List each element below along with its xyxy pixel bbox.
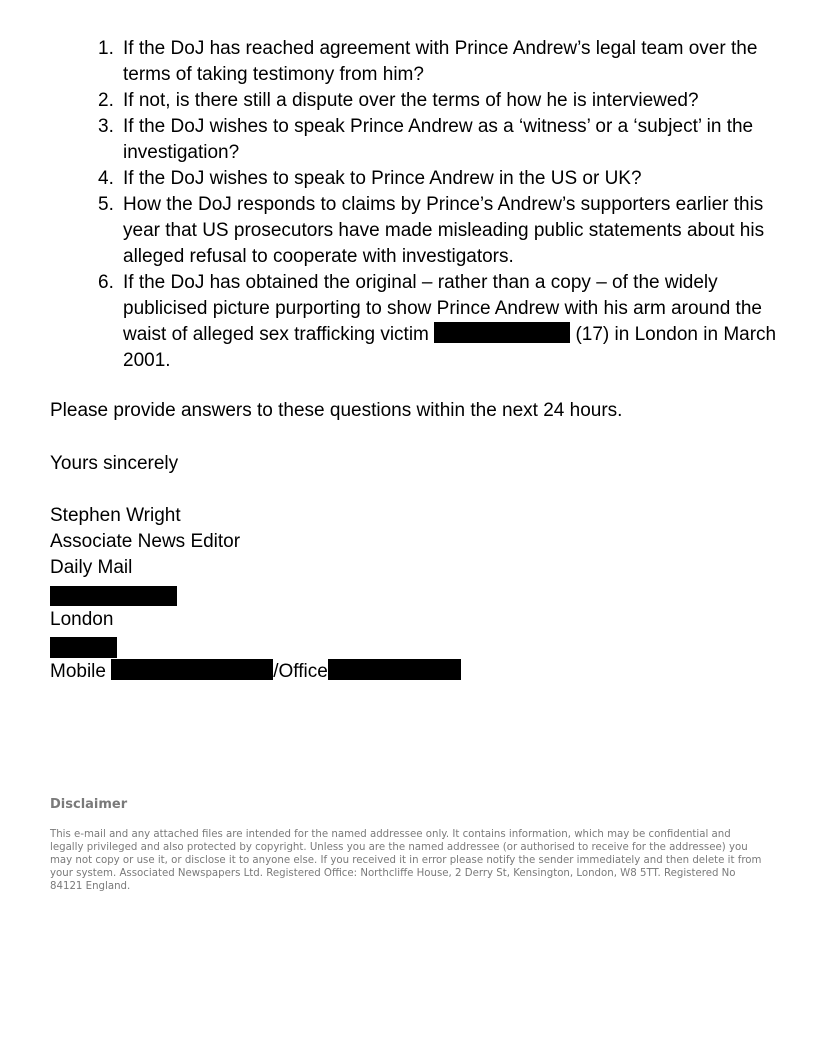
contact-line [50,659,461,685]
disclaimer-title: Disclaimer [50,797,128,812]
signature-organization: Daily Mail [50,557,133,578]
question-text: How the DoJ responds to claims by Prince’s Andrew’s supporters earlier this year that US prosecutors have made misleading public statements about his alleged refusal to cooperate with investigators. [123,194,765,267]
mobile-label: Mobile [50,661,112,682]
question-item [98,88,798,114]
signature-title: Associate News Editor [50,531,241,552]
question-text-before: If the DoJ has obtained the original – rather than a copy – of the widely publicised picture purporting to show Prince Andrew with his arm around the waist of alleged sex trafficking victim [123,272,762,345]
question-text: If the DoJ has reached agreement with Prince Andrew’s legal team over the terms of taking testimony from him? [123,38,758,85]
address-redaction [50,586,177,606]
question-text-after: (17) in London in March 2001. [123,324,777,371]
question-text: If the DoJ wishes to speak to Prince Andrew in the US or UK? [123,168,642,189]
closing: Yours sincerely [50,453,179,474]
question-text: If the DoJ wishes to speak Prince Andrew as a ‘witness’ or a ‘subject’ in the investigation? [123,116,754,163]
question-number: 5. [98,194,114,215]
question-number: 4. [98,168,114,189]
postcode-redaction [50,637,117,658]
question-item [98,270,798,374]
question-number: 6. [98,272,114,293]
question-item [98,192,798,270]
question-number: 2. [98,90,114,111]
question-text: If not, is there still a dispute over the terms of how he is interviewed? [123,90,699,111]
question-item [98,166,798,192]
question-number: 1. [98,38,114,59]
question-list [98,36,798,374]
office-label: /Office [273,661,328,682]
question-number: 3. [98,116,114,137]
office-number-redaction [328,659,461,680]
question-item [98,36,798,88]
signature-name: Stephen Wright [50,505,181,526]
mobile-number-redaction [111,659,273,680]
disclaimer-text: This e-mail and any attached files are intended for the named addressee only. It contains information, which may be confidential and legally privileged and also protected by copyright. Unless you are the named addressee (or authorised to receive for the addressee) you may not copy or use it, or disclose it to anyone else. If you received it in error please notify the sender immediately and then delete it from your system. Associated Newspapers Ltd. Registered Office: Northcliffe House, 2 Derry St, Kensington, London, W8 5TT. Registered No 84121 England. [50,829,762,892]
victim-name-redaction [434,322,570,343]
question-item [98,114,798,166]
signature-city: London [50,609,114,630]
answer-request: Please provide answers to these questions within the next 24 hours. [50,400,623,421]
